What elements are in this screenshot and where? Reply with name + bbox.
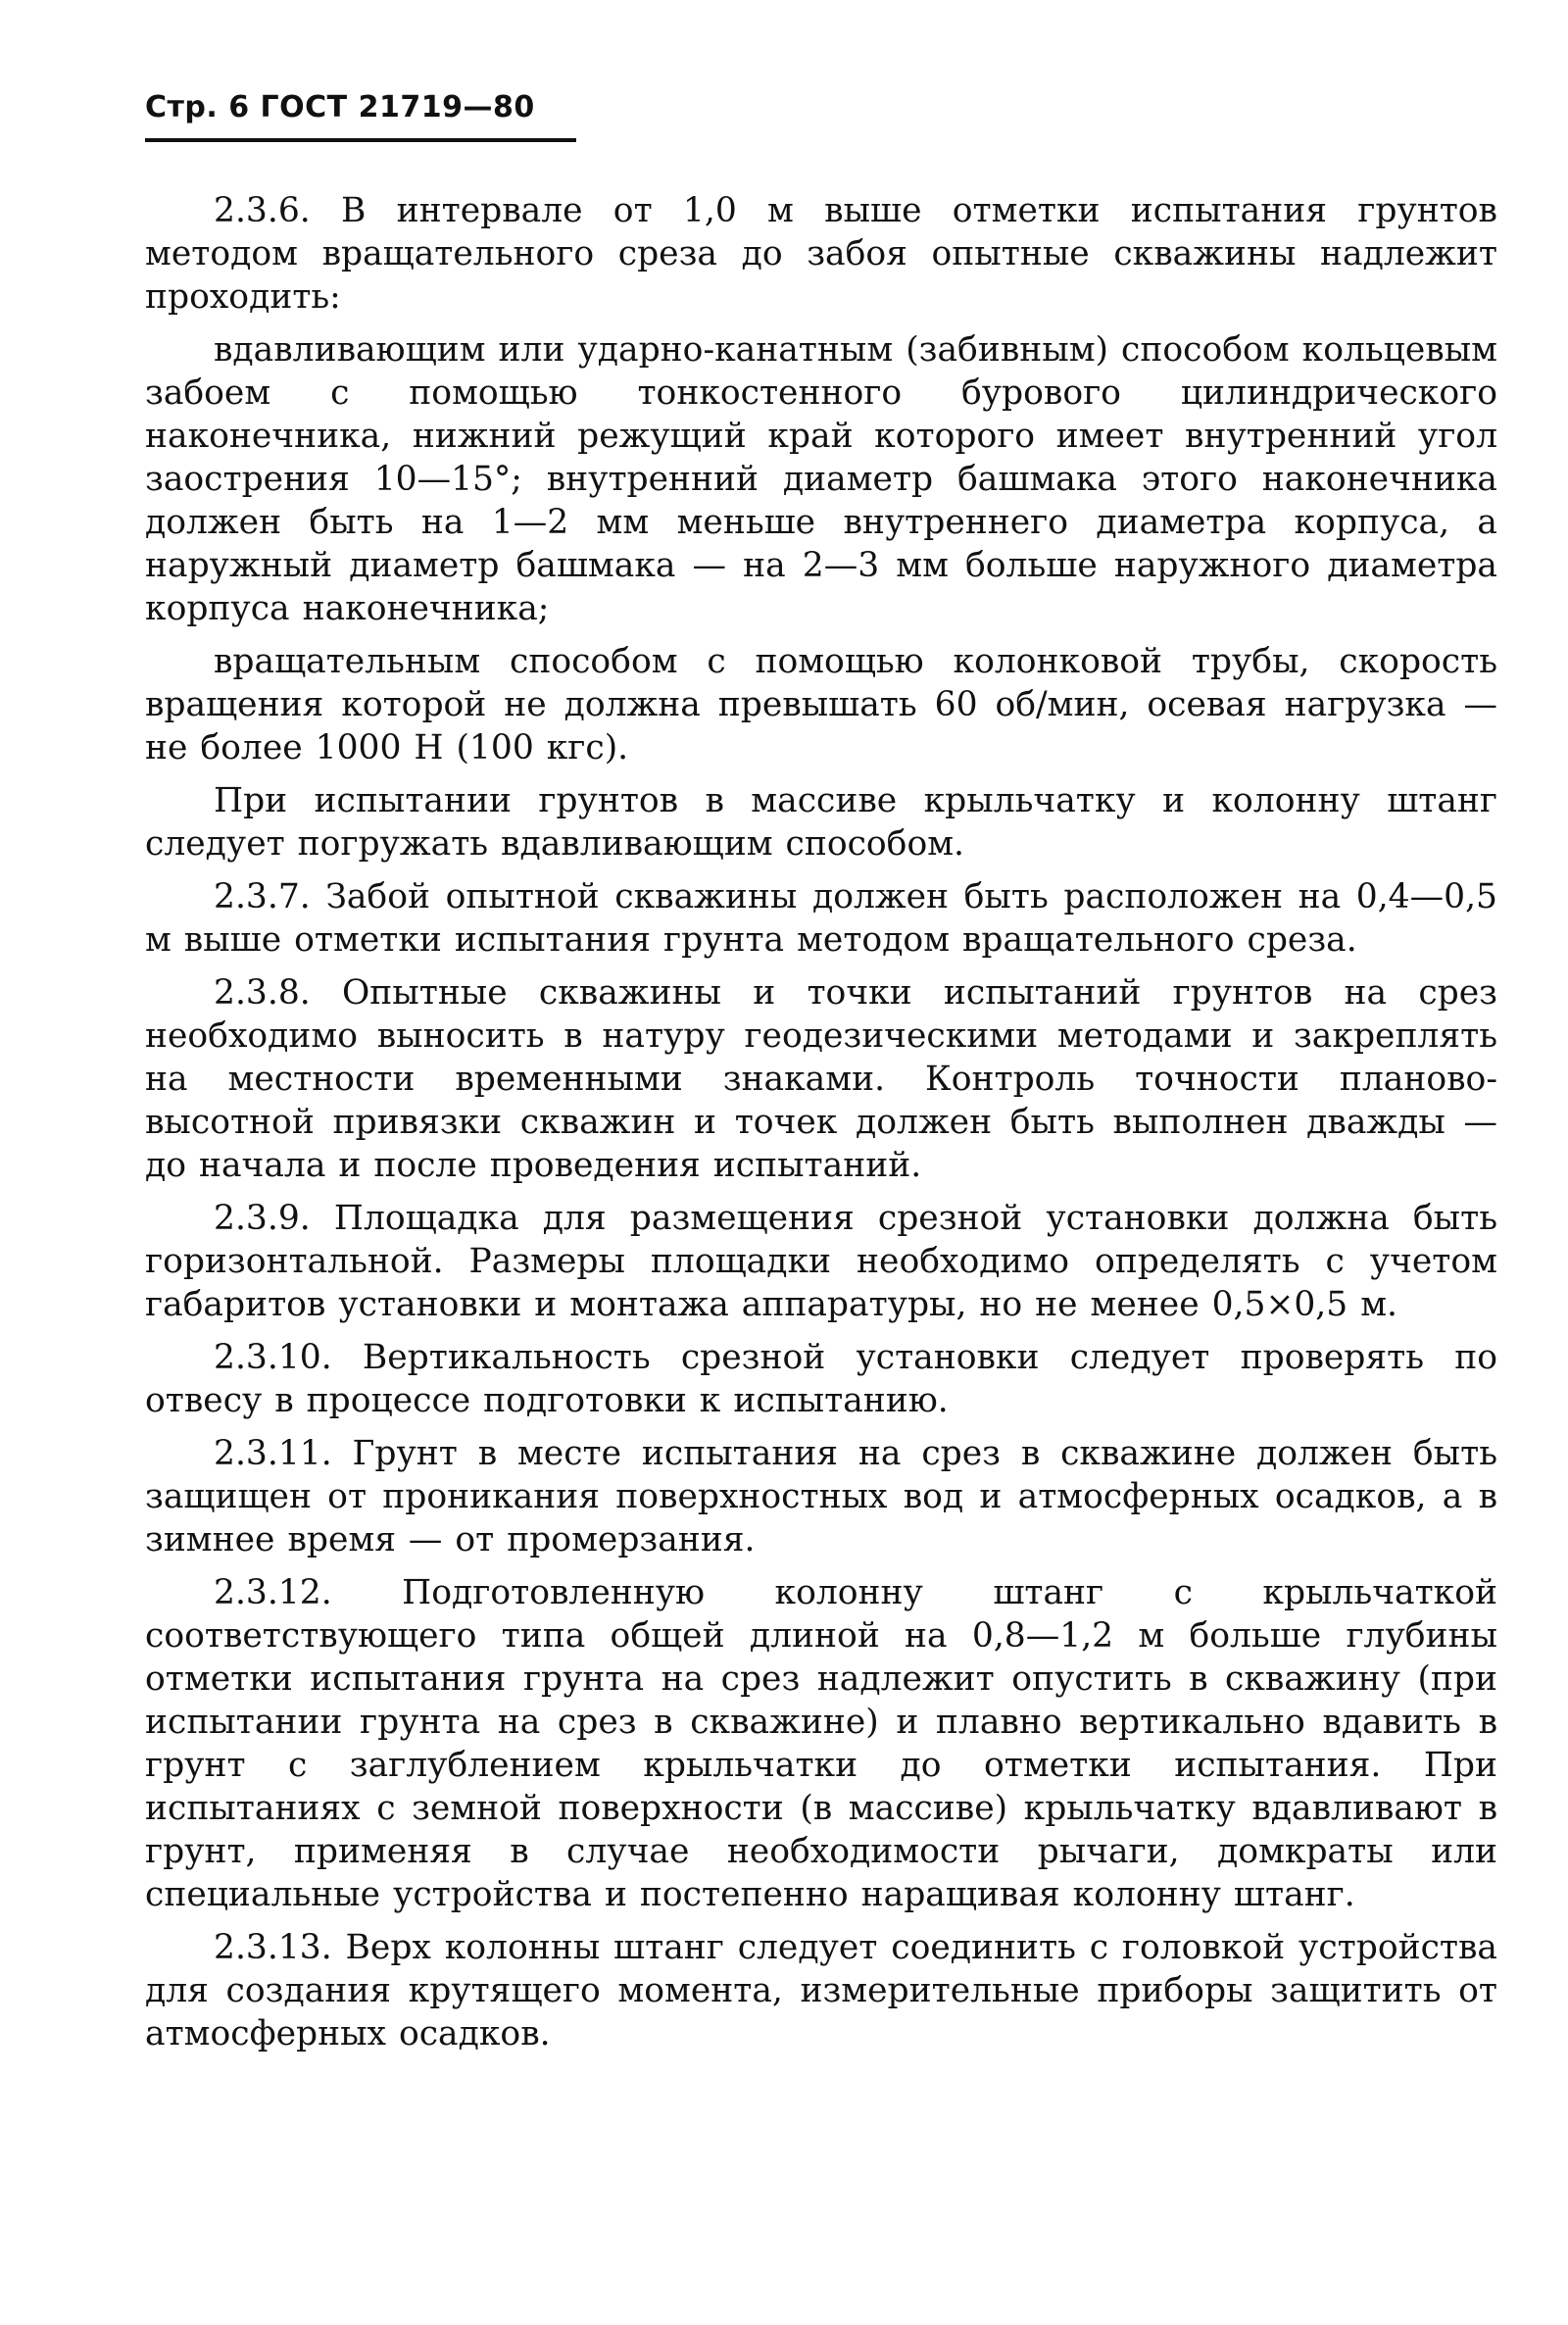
paragraph-2-3-7: 2.3.7. Забой опытной скважины должен быть расположен на 0,4—0,5 м выше отметки испытания грунта методом вращательного среза.: [145, 877, 1497, 960]
paragraph-massif-testing: При испытании грунтов в массиве крыльчатку и колонну штанг следует погружать вдавливающим способом.: [145, 781, 1497, 864]
paragraph-2-3-6-method-rotary: вращательным способом с помощью колонковой трубы, скорость вращения которой не должна превышать 60 об/мин, осевая нагрузка — не более 1000 Н (100 кгс).: [145, 642, 1497, 767]
header-rule: [145, 138, 576, 142]
paragraph-2-3-8: 2.3.8. Опытные скважины и точки испытаний грунтов на срез необходимо выносить в натуру геодезическими методами и закреплять на местности временными знаками. Контроль точности планово-высотной привязки скважин и точек должен быть выполнен дважды — до начала и после проведения испытаний.: [145, 973, 1497, 1185]
paragraph-2-3-11: 2.3.11. Грунт в месте испытания на срез в скважине должен быть защищен от проникания поверхностных вод и атмосферных осадков, а в зимнее время — от промерзания.: [145, 1434, 1497, 1559]
paragraph-2-3-6: 2.3.6. В интервале от 1,0 м выше отметки испытания грунтов методом вращательного среза до забоя опытные скважины надлежит проходить:: [145, 191, 1497, 317]
paragraph-2-3-9: 2.3.9. Площадка для размещения срезной установки должна быть горизонтальной. Размеры площадки необходимо определять с учетом габаритов установки и монтажа аппаратуры, но не менее 0,5×0,5 м.: [145, 1199, 1497, 1324]
paragraph-2-3-6-method-pressing: вдавливающим или ударно-канатным (забивным) способом кольцевым забоем с помощью тонкостенного бурового цилиндрического наконечника, нижний режущий край которого имеет внутренний угол заострения 10—15°; внутренний диаметр башмака этого наконечника должен быть на 1—2 мм меньше внутреннего диаметра корпуса, а наружный диаметр башмака — на 2—3 мм больше наружного диаметра корпуса наконечника;: [145, 330, 1497, 628]
paragraph-2-3-13: 2.3.13. Верх колонны штанг следует соединить с головкой устройства для создания крутящего момента, измерительные приборы защитить от атмосферных осадков.: [145, 1928, 1497, 2053]
document-page: [145, 90, 1497, 2065]
paragraph-2-3-12: 2.3.12. Подготовленную колонну штанг с крыльчаткой соответствующего типа общей длиной на 0,8—1,2 м больше глубины отметки испытания грунта на срез надлежит опустить в скважину (при испытании грунта на срез в скважине) и плавно вертикально вдавить в грунт с заглублением крыльчатки до отметки испытания. При испытаниях с земной поверхности (в массиве) крыльчатку вдавливают в грунт, применяя в случае необходимости рычаги, домкраты или специальные устройства и постепенно наращивая колонну штанг.: [145, 1573, 1497, 1914]
page-header: Стр. 6 ГОСТ 21719—80: [145, 90, 535, 124]
paragraph-2-3-10: 2.3.10. Вертикальность срезной установки следует проверять по отвесу в процессе подготовки к испытанию.: [145, 1338, 1497, 1420]
